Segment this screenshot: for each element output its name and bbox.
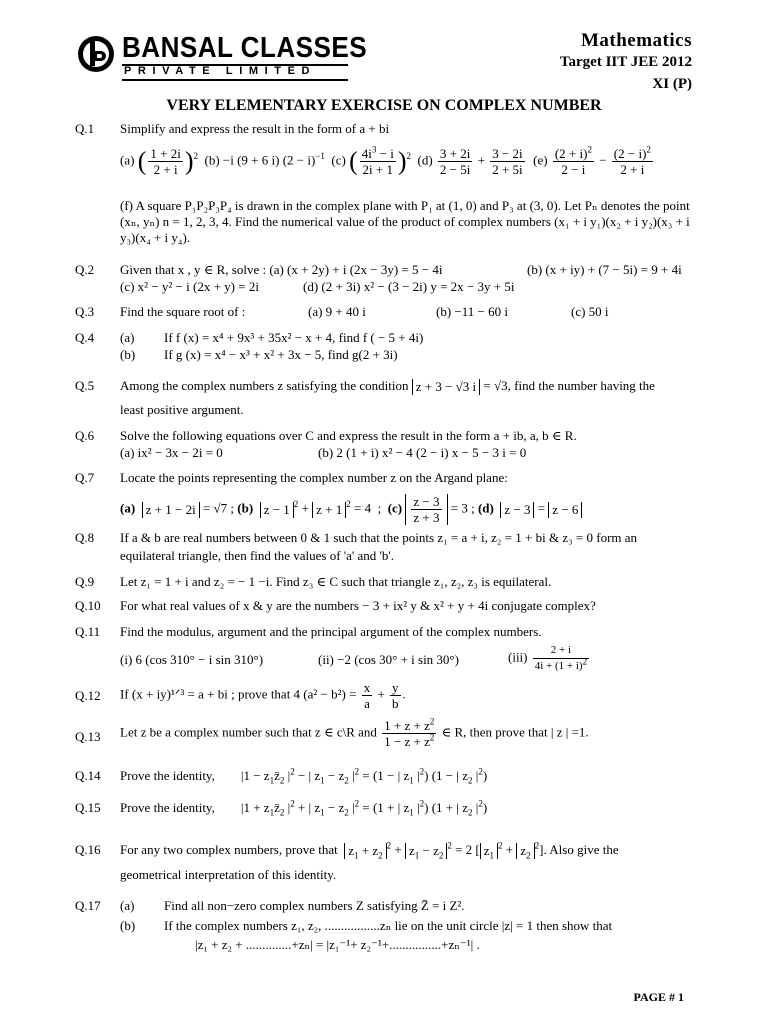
question-number: Q.11: [75, 624, 101, 639]
q17-label-b: (b): [120, 918, 136, 933]
brand-name: BANSAL CLASSES: [122, 32, 368, 64]
q16-text-1: For any two complex numbers, prove that: [120, 842, 338, 857]
question-number: Q.14: [75, 768, 101, 783]
q6-part-a: (a) ix² − 3x − 2i = 0: [120, 445, 223, 460]
brand-rule-bottom: [122, 79, 348, 81]
q2-part-b: (b) (x + iy) + (7 − 5i) = 9 + 4i: [527, 262, 682, 277]
q3-part-a: (a) 9 + 40 i: [308, 304, 366, 319]
question-number: Q.17: [75, 898, 101, 913]
question-text: Simplify and express the result in the form of a + bi: [120, 121, 390, 136]
q7-parts: (a) z + 1 − 2i = √7 ; (b) z − 1 $^2$ + z + 1 $^2$ = 4 ; (c) $\frac{z - 3}{z + 3}$ = 3 ; (d) z − 3 = z − 6: [120, 494, 582, 525]
q6-text: Solve the following equations over C and express the result in the form a + ib, a, b ∈ R.: [120, 428, 577, 443]
q4-part-b: If g (x) = x⁴ − x³ + x² + 3x − 5, find g(2 + 3i): [164, 347, 398, 362]
q14-line: Prove the identity, $|1 - z_1z̄_2$ $|^2$ − | $z_1 - z_2$ $|^2 = (1$ − | $z_1$ $|^2$) (1 − | $z_2$ $|^2$): [120, 766, 488, 786]
q5-text-2: , find the number having the: [507, 378, 655, 393]
question-number: Q.1: [75, 121, 95, 136]
question-number: Q.8: [75, 530, 95, 545]
q11-part-ii: (ii) −2 (cos 30° + i sin 30°): [318, 652, 459, 667]
question-number: Q.9: [75, 574, 95, 589]
q15-line: Prove the identity, $|1 + z_1z̄_2$ $|^2$ + | $z_1 - z_2$ $|^2 = (1$ + | $z_1$ $|^2$) (1 + | $z_2$ $|^2$): [120, 798, 488, 818]
q13-text-2: ∈ R, then prove that | z | =1.: [441, 724, 589, 740]
question-number: Q.12: [75, 688, 101, 703]
q13-text-1: Let z be a complex number such that z ∈ c\R and: [120, 724, 377, 740]
question-number: Q.15: [75, 800, 101, 815]
q5-text-1: Among the complex numbers z satisfying the condition: [120, 378, 409, 393]
q17-label-a: (a): [120, 898, 135, 913]
q11-part-i: (i) 6 (cos 310° − i sin 310°): [120, 652, 264, 667]
q7-text: Locate the points representing the complex number z on the Argand plane:: [120, 470, 508, 485]
question-number: Q.2: [75, 262, 95, 277]
q11-text: Find the modulus, argument and the principal argument of the complex numbers.: [120, 624, 542, 639]
q8-line-1: If a & b are real numbers between 0 & 1 such that the points z₁ = a + i, z₂ = 1 + bi & z₃ = 0 form an: [120, 530, 638, 545]
q14-text: Prove the identity,: [120, 768, 215, 783]
page-number: PAGE # 1: [633, 990, 684, 1004]
question-number: Q.6: [75, 428, 95, 443]
q2-part-d: (d) (2 + 3i) x² − (3 − 2i) y = 2x − 3y + 5i: [303, 279, 515, 294]
q10-text: For what real values of x & y are the numbers − 3 + ix² y & x² + y + 4i conjugate complex?: [120, 598, 596, 613]
q12-line: If (x + iy)¹ᐟ³ = a + bi ; prove that 4 (a² − b²) = $\frac{x}{a}$ + $\frac{y}{b}$ .: [120, 680, 406, 711]
question-number: Q.3: [75, 304, 95, 319]
question-number: Q.4: [75, 330, 95, 345]
q16-text-2: . Also give the: [543, 842, 619, 857]
q4-part-a: If f (x) = x⁴ + 9x³ + 35x² − x + 4, find f ( − 5 + 4i): [164, 330, 424, 345]
question-number: Q.7: [75, 470, 95, 485]
target-exam: Target IIT JEE 2012: [559, 54, 692, 70]
q4-label-b: (b): [120, 347, 136, 362]
q3-part-c: (c) 50 i: [571, 304, 609, 319]
page-title: VERY ELEMENTARY EXERCISE ON COMPLEX NUMBER: [166, 97, 602, 114]
q11-part-iii: (iii) $\frac{2 + i}{4i + (1 + i)^2}$: [508, 644, 588, 672]
q4-label-a: (a): [120, 330, 135, 345]
q2-part-c: (c) x² − y² − i (2x + y) = 2i: [120, 279, 259, 294]
question-number: Q.5: [75, 378, 95, 393]
q9-text: Let z₁ = 1 + i and z₂ = − 1 −i. Find z₃ ∈ C such that triangle z₁, z₂, z₃ is equilateral.: [120, 574, 552, 589]
q2-part-a: Given that x , y ∈ R, solve : (a) (x + 2y) + i (2x − 3y) = 5 − 4i: [120, 262, 443, 277]
q1-parts-a-e: (a) ( $\frac{1 + 2i}{2 + i}$ )$^2$ (b) −i (9 + 6 i) $(2 - i)^{-1}$ (c) ( $\frac{4i^3 - i}{2i + 1}$ )$^2$ (d) $\frac{3 + 2i}{2 - 5i}$ + $\frac{3 - 2i}{2 + 5i}$ (e) $\frac{(2 + i)^2}{2 - i}$ − $\frac{(2 - i)^2}{2 + i}$: [120, 144, 651, 177]
q8-line-2: equilateral triangle, then find the values of 'a' and 'b'.: [120, 548, 394, 563]
q6-part-b: (b) 2 (1 + i) x² − 4 (2 − i) x − 5 − 3 i = 0: [318, 445, 527, 460]
question-number: Q.13: [75, 729, 101, 744]
q12-text: If (x + iy)¹ᐟ³ = a + bi ; prove that 4 (a² − b²) =: [120, 686, 357, 702]
q17-part-b-equation: |z₁ + z₂ + ..............+zₙ| = |z₁⁻¹+ z₂⁻¹+................+zₙ⁻¹| .: [195, 937, 480, 952]
q1-part-f: (f) A square P₁P₂P₃P₄ is drawn in the complex plane with P₁ at (1, 0) and P₃ at (3, 0). Let Pₙ denotes the point (xₙ, yₙ) n = 1, 2, 3, 4. Find the numerical value of the product of complex numbers (x₁ + i y₁)(x₂ + i y₂)(x₃ + i y₃)(x₄ + i y₄).: [120, 198, 690, 245]
q5-line-1: Among the complex numbers z satisfying the condition z + 3 − √3 i = √3, find the number having the: [120, 378, 655, 395]
q11-part-iii-label: (iii): [508, 649, 528, 665]
q5-text-3: least positive argument.: [120, 402, 244, 417]
brand-subtitle: PRIVATE LIMITED: [124, 65, 317, 77]
q3-text: Find the square root of :: [120, 304, 246, 319]
q15-text: Prove the identity,: [120, 800, 215, 815]
q17-part-a: Find all non−zero complex numbers Z satisfying Z̄ = i Z².: [164, 898, 465, 913]
question-number: Q.16: [75, 842, 101, 857]
q13-line: Let z be a complex number such that z ∈ c\R and $\frac{1 + z + z^2}{1 - z + z^2}$ ∈ R, then prove that | z | =1.: [120, 716, 589, 749]
q16-line-1: For any two complex numbers, prove that $z_1 + z_2^2 + z_1 - z_2^2 = 2$ [ $z_1^2 + z_2^2$]. Also give the: [120, 840, 619, 861]
question-number: Q.10: [75, 598, 101, 613]
q17-part-b: If the complex numbers z₁, z₂, .................zₙ lie on the unit circle |z| = 1 then show that: [164, 918, 613, 933]
class-label: XI (P): [652, 76, 692, 92]
subject-title: Mathematics: [580, 30, 692, 51]
q3-part-b: (b) −11 − 60 i: [436, 304, 508, 319]
bansal-logo-icon: [76, 34, 116, 74]
q16-text-3: geometrical interpretation of this identity.: [120, 867, 337, 882]
